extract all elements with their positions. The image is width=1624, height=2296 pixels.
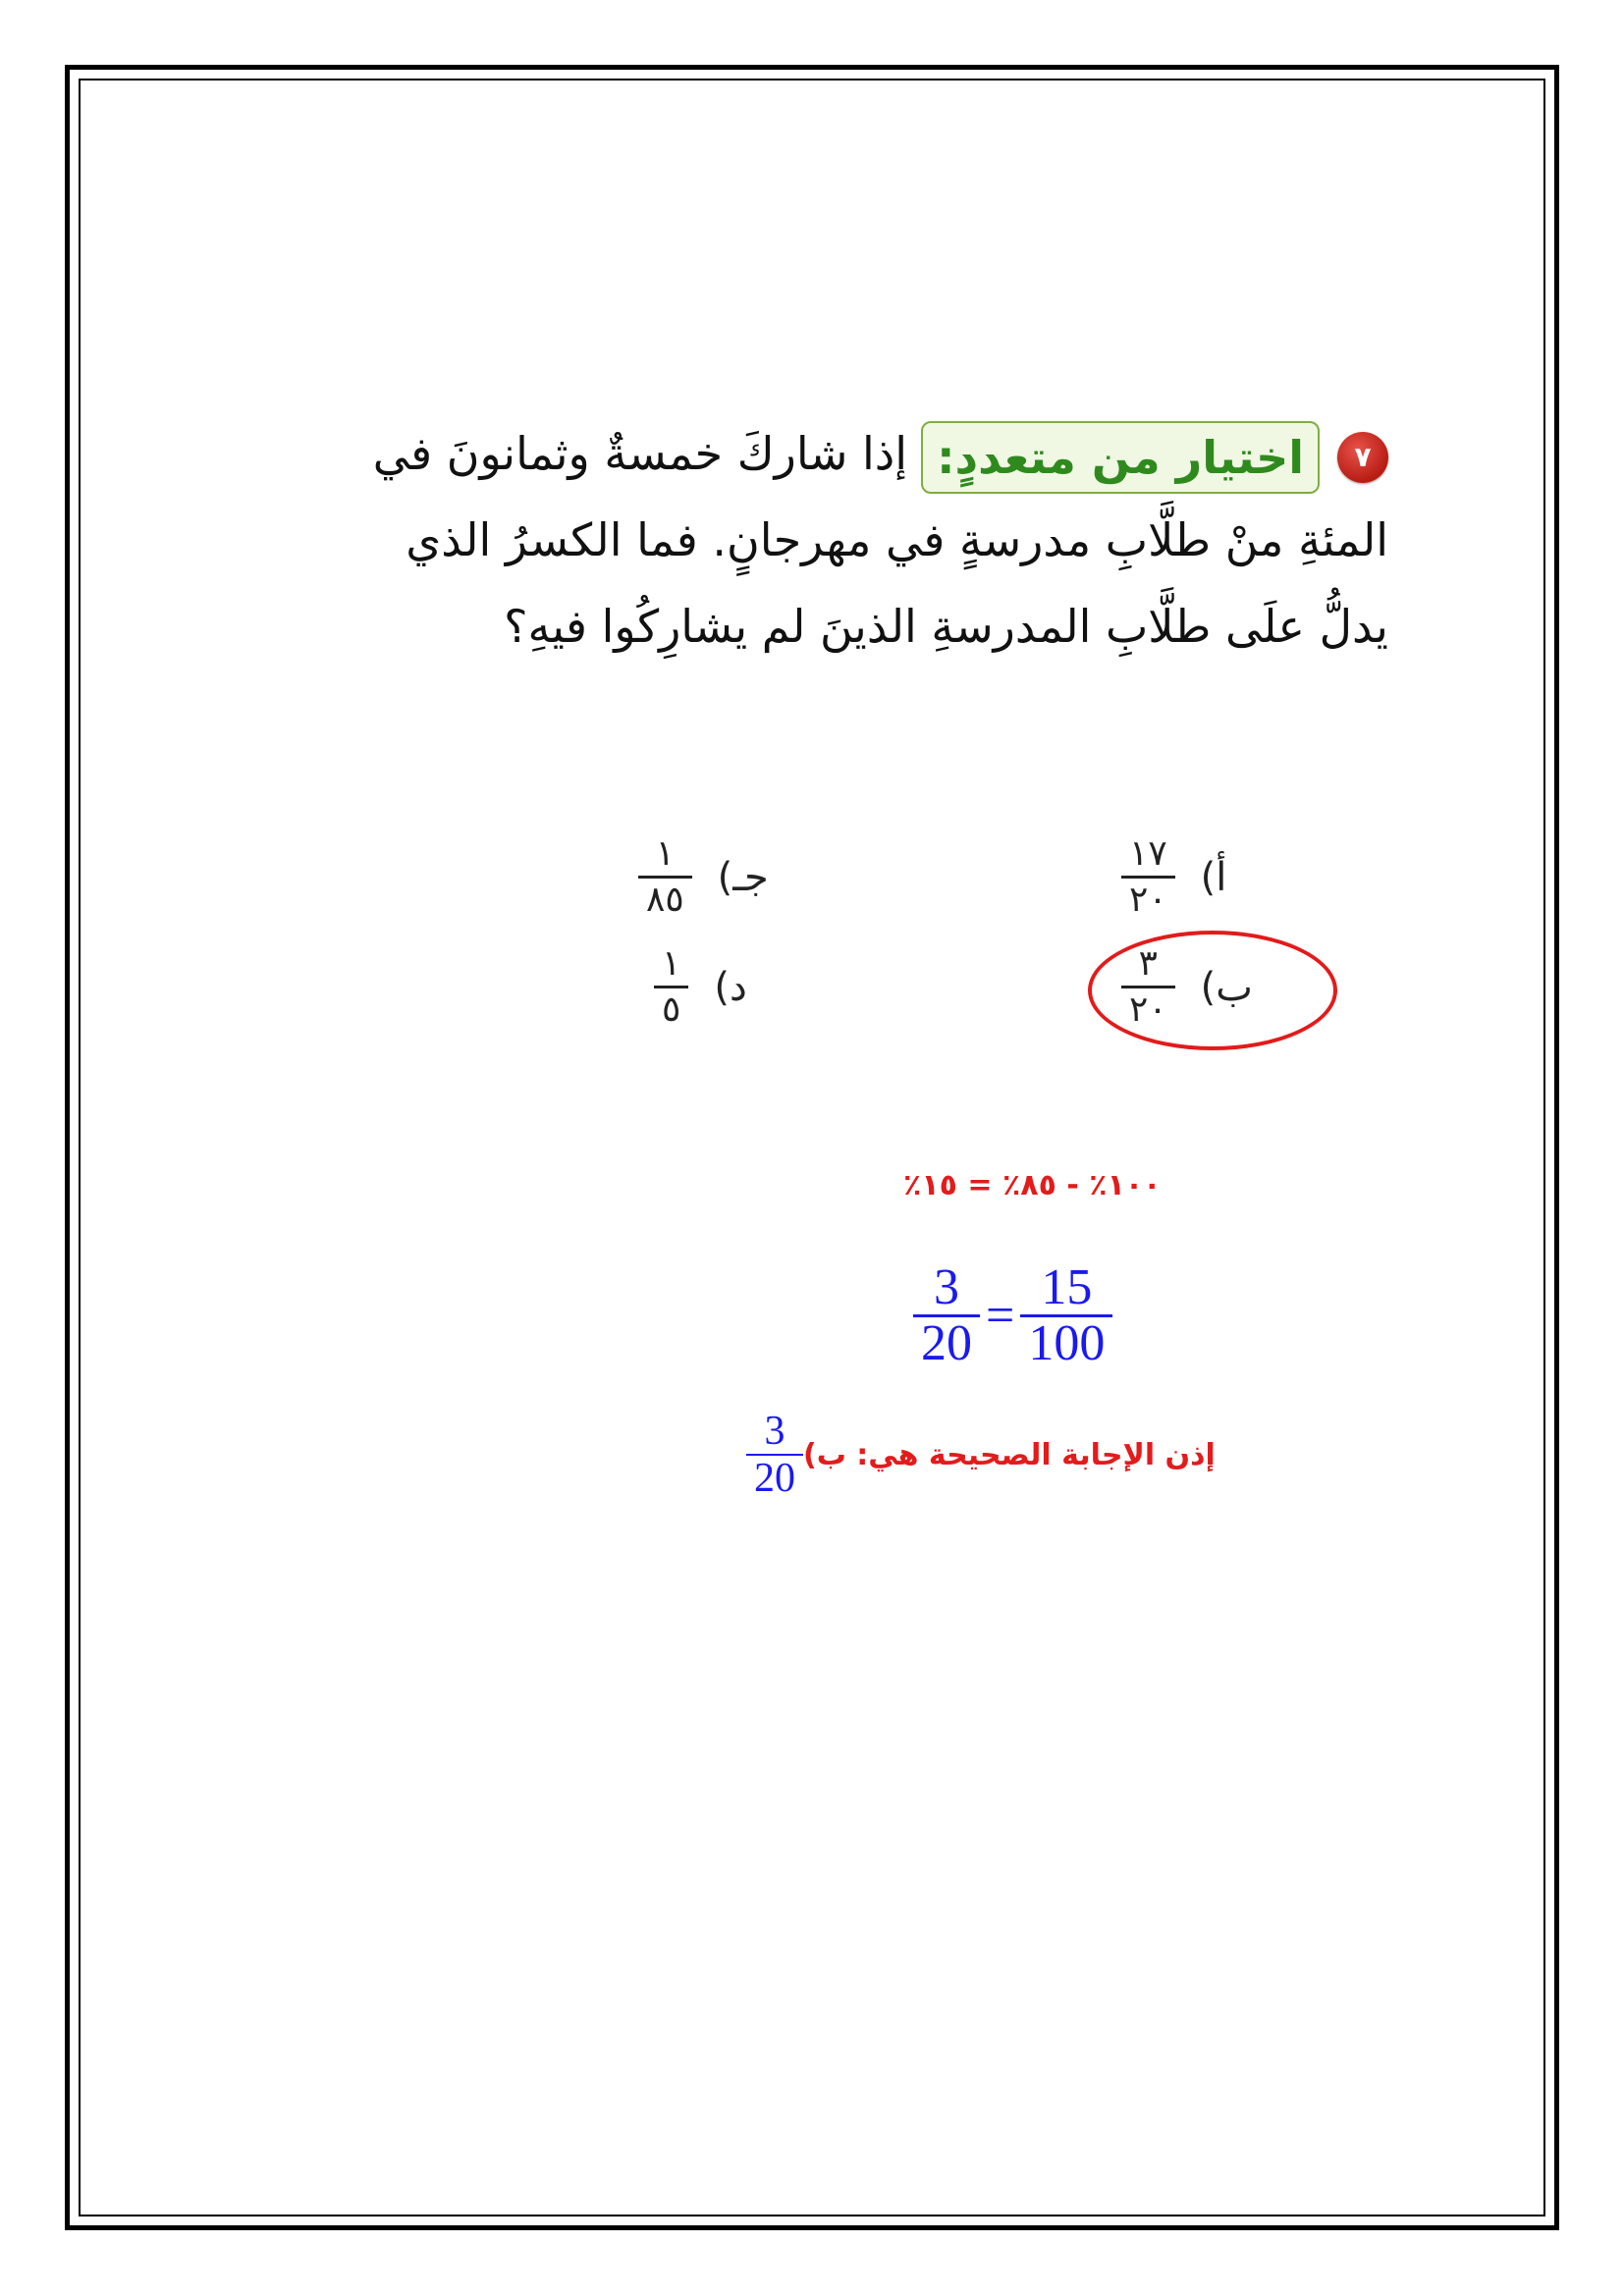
question-line-2: المئةِ منْ طلَّابِ مدرسةٍ في مهرجانٍ. فما الكسرُ الذي [406, 513, 1388, 566]
page-border-inner [79, 79, 1545, 2216]
final-answer-fraction [746, 1409, 803, 1501]
option-b-numerator: ٣ [1138, 943, 1159, 984]
final-answer [746, 1409, 1216, 1501]
question-line-3: يدلُّ علَى طلَّابِ المدرسةِ الذينَ لم يشارِكُوا فيهِ؟ [504, 600, 1388, 653]
equation-left-denominator: 20 [921, 1315, 972, 1371]
option-a[interactable] [1121, 832, 1226, 922]
equals-sign: = [986, 1288, 1015, 1344]
question-number-badge: ٧ [1337, 432, 1388, 483]
equation-right-fraction [1020, 1261, 1112, 1370]
question-text [372, 410, 1388, 669]
final-answer-text: إذن الإجابة الصحيحة هي: ب) [803, 1437, 1216, 1472]
option-d-fraction [654, 942, 688, 1032]
final-answer-denominator: 20 [754, 1456, 795, 1501]
option-a-numerator: ١٧ [1129, 833, 1167, 874]
option-d[interactable] [654, 942, 747, 1032]
percent-calculation: ١٠٠٪ - ٨٥٪ = ١٥٪ [903, 1168, 1162, 1202]
question-line-1 [372, 410, 1388, 497]
question-line-1-text: إذا شاركَ خمسةٌ وثمانونَ في [372, 427, 908, 480]
option-a-label: أ) [1200, 854, 1227, 900]
option-d-label: د) [714, 964, 747, 1010]
final-answer-numerator: 3 [764, 1409, 785, 1454]
equation-right-numerator: 15 [1041, 1259, 1093, 1315]
equation-left-fraction [913, 1261, 980, 1370]
option-d-denominator: ٥ [662, 989, 681, 1030]
fraction-equation [913, 1261, 1112, 1370]
correct-answer-circle [1088, 931, 1337, 1050]
option-b-label: ب) [1200, 964, 1253, 1010]
multiple-choice-label: اختيار من متعددٍ: [921, 421, 1320, 494]
option-a-fraction [1121, 832, 1175, 922]
option-d-numerator: ١ [662, 943, 681, 984]
option-c-fraction [638, 832, 692, 922]
equation-left-numerator: 3 [934, 1259, 959, 1315]
option-a-denominator: ٢٠ [1129, 880, 1167, 920]
option-b-denominator: ٢٠ [1129, 989, 1167, 1030]
option-c-numerator: ١ [655, 833, 676, 874]
option-c-label: جـ) [717, 854, 769, 900]
option-c-denominator: ٨٥ [646, 880, 684, 920]
option-c[interactable] [638, 832, 769, 922]
equation-right-denominator: 100 [1028, 1315, 1106, 1371]
